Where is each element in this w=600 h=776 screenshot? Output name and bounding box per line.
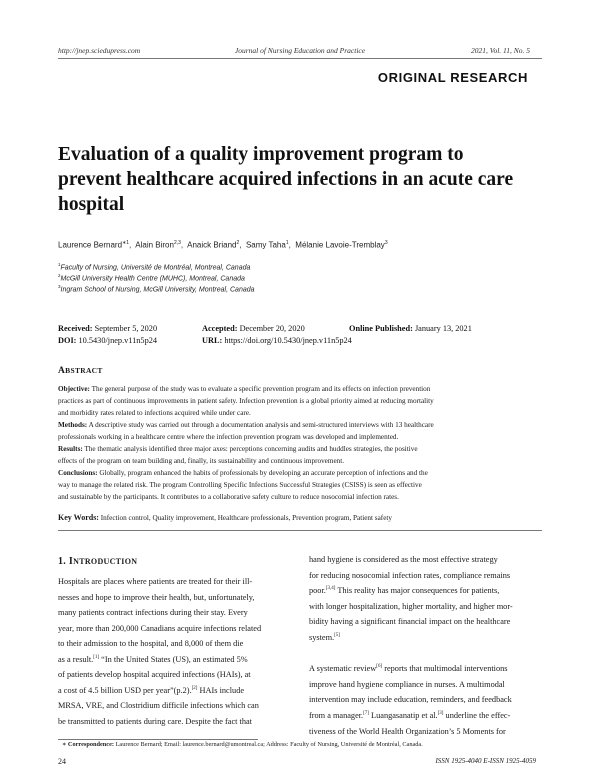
body-text-line: MRSA, VRE, and Clostridium difficile infections which can [58,701,259,710]
abstract-line [58,445,418,453]
title-line: Evaluation of a quality improvement program to [58,144,464,165]
doi-label: DOI: [58,336,77,345]
abstract-line [58,385,430,393]
paper-title [58,142,558,217]
affiliation-mark: 2 [58,273,61,278]
author-name: Alain Biron [135,240,174,250]
abstract-text: The thematic analysis identified three major axes: perceptions concerning audits and huddles strategies, the positive [84,445,418,453]
body-text-line: poor.[3,4] This reality has major consequences for patients, [309,586,500,596]
received-value: September 5, 2020 [94,324,158,333]
body-text-line: year, more than 200,000 Canadians acquire infections related [58,623,262,633]
abstract-line [58,421,434,429]
header-url[interactable]: http://jnep.sciedupress.com [58,46,141,55]
affiliation-mark: 3 [58,284,61,289]
affiliation [58,273,245,282]
accepted-value: December 20, 2020 [239,324,305,333]
results-label: Results: [58,445,83,453]
body-text-line: with longer hospitalization, higher mortality, and higher mor- [309,601,513,611]
body-text-line: system.[5] [309,633,340,642]
keywords-text: Infection control, Quality improvement, Healthcare professionals, Prevention program, Patient safety [100,514,392,522]
doi-value[interactable]: 10.5430/jnep.v11n5p24 [78,336,158,345]
footnote-divider [58,739,258,740]
author-name: Laurence Bernard [58,240,123,250]
published-value: January 13, 2021 [414,324,472,333]
abstract-line: effects of the program on team building and, finally, its sustainability and continuous improvement. [58,457,345,465]
affiliation-text: Faculty of Nursing, Université de Montréal, Montreal, Canada [60,264,251,272]
body-text-line: many patients contract infections during their stay. Every [58,608,248,617]
abstract-text: A descriptive study was carried out through a documentation analysis and semi-structured interviews with 13 healthcare [88,421,434,429]
author-name: Mélanie Lavoie-Tremblay [295,240,385,250]
author-affiliation-mark: 2 [236,240,240,246]
affiliation [58,284,255,293]
header-volume: 2021, Vol. 11, No. 5 [470,46,530,55]
footnote-text: Laurence Bernard; Email: laurence.bernard@umontreal.ca; Address: Faculty of Nursing, Université de Montréal, Canada. [115,741,423,748]
abstract-heading-initial: A [58,366,66,376]
affiliation-text: Ingram School of Nursing, McGill University, Montreal, Canada [60,286,255,294]
accepted-date [202,324,305,333]
page-number: 24 [58,757,66,766]
keywords [58,513,392,522]
abstract-line: way to manage the related risk. The program Controlling Specific Infections Successful Strategies (CSISS) is seen as effective [58,481,422,489]
body-text-line: for reducing nosocomial infection rates, compliance remains [309,570,511,580]
title-line: prevent healthcare acquired infections in an acute care [58,169,514,190]
citation-ref[interactable]: [2] [191,685,198,691]
published-label: Online Published: [349,324,413,333]
author-affiliation-mark: 1 [285,240,289,246]
abstract-text: Globally, program enhanced the habits of professionals by developing an accurate perception of infections and the [99,469,428,477]
section-number: 1. [58,556,67,567]
body-text-line: a cost of 4.5 billion USD per year”(p.2).[2] HAIs include [58,685,245,695]
objective-label: Objective: [58,385,90,393]
body-text-line: Hospitals are places where patients are treated for their ill- [58,577,253,586]
author-name: Samy Taha [245,240,286,250]
abstract-heading [58,366,103,376]
body-text-line: as a result.[1] “In the United States (US), an estimated 5% [58,654,248,664]
citation-ref[interactable]: [1] [93,654,100,660]
abstract-line [58,469,428,477]
url-label: URL: [202,336,223,345]
keywords-divider [58,530,542,531]
affiliation [58,262,250,271]
author-name: Anaick Briand [187,240,237,250]
abstract-line: and morbidity rates related to infections acquired while under care. [58,409,251,417]
abstract-heading-rest: BSTRACT [65,366,103,375]
abstract-line: and sustainable by the participants. It contributes to a collaborative safety culture to reduce nosocomial infection rates. [58,493,399,501]
body-text-line: hand hygiene is considered as the most effective strategy [309,555,498,564]
methods-label: Methods: [58,421,88,429]
abstract-line: professionals working in a healthcare centre where the infection prevention program was developed and implemented. [58,433,399,441]
body-text-line: intervention may include education, reminders, and feedback [309,695,512,705]
keywords-label: Key Words: [58,513,99,522]
abstract-line: practices as part of continuous improvements in patient safety. Infection prevention is a global priority aimed at reducing mortality [58,397,434,405]
conclusions-label: Conclusions: [58,469,98,477]
affiliation-mark: 1 [58,262,61,267]
author-affiliation-mark: 3 [384,240,388,246]
footnote-label: ∗ Correspondence: [62,741,114,748]
body-text-line: bidity having a significant financial impact on the healthcare [309,617,511,627]
abstract-text: The general purpose of the study was to evaluate a specific prevention program and its effects on infection prevention [91,385,431,393]
section-heading-rest: NTRODUCTION [73,557,138,566]
header-divider [58,58,542,59]
body-text-line: A systematic review[6] reports that multimodal interventions [309,664,508,674]
url [202,336,352,345]
doi [58,336,157,345]
url-link[interactable]: https://doi.org/10.5430/jnep.v11n5p24 [224,336,352,345]
section-label: ORIGINAL RESEARCH [377,70,528,85]
citation-ref[interactable]: [6] [376,664,383,670]
received-label: Received: [58,324,93,333]
body-text-line: to their admission to the hospital, and 8,000 of them die [58,639,244,648]
author-affiliation-mark: 2,3 [173,240,181,246]
citation-ref[interactable]: [5] [334,633,340,639]
author-affiliation-mark: ∗1 [122,240,130,246]
body-text-line: improve hand hygiene compliance in nurses. A multimodal [309,679,505,689]
published-date [349,324,472,333]
accepted-label: Accepted: [202,324,238,333]
introduction-heading [58,556,137,567]
body-text-line: nesses and hope to improve their health, but, unfortunately, [58,592,255,602]
citation-ref[interactable]: [3,4] [325,586,336,592]
body-text-line: from a manager.[7] Luangasanatip et al.[3] underline the effec- [309,711,511,720]
received-date [58,324,157,333]
body-text-line: tiveness of the World Health Organization’s 5 Moments for [309,726,506,736]
header-journal: Journal of Nursing Education and Practice [234,46,366,55]
title-line: hospital [58,194,125,215]
affiliation-text: McGill University Health Centre (MUHC), Montreal, Canada [60,275,245,283]
citation-ref[interactable]: [7] [363,711,369,717]
citation-ref[interactable]: [3] [437,711,444,717]
body-text-line: of patients develop hospital acquired infections (HAIs), at [58,670,251,679]
author-list: Laurence Bernard$^{∗1}$, Alain Biron$^{2,3}$, Anaick Briand$^2$, Samy Taha$^1$, Mélanie Lavoie-Tremblay$^3$ [58,240,388,250]
correspondence-footnote [62,741,423,748]
body-text-line: be transmitted to patients during care. Despite the fact that [58,716,252,726]
issn: ISSN 1925-4040 E-ISSN 1925-4059 [435,757,536,765]
section-heading-initial: I [68,556,74,567]
